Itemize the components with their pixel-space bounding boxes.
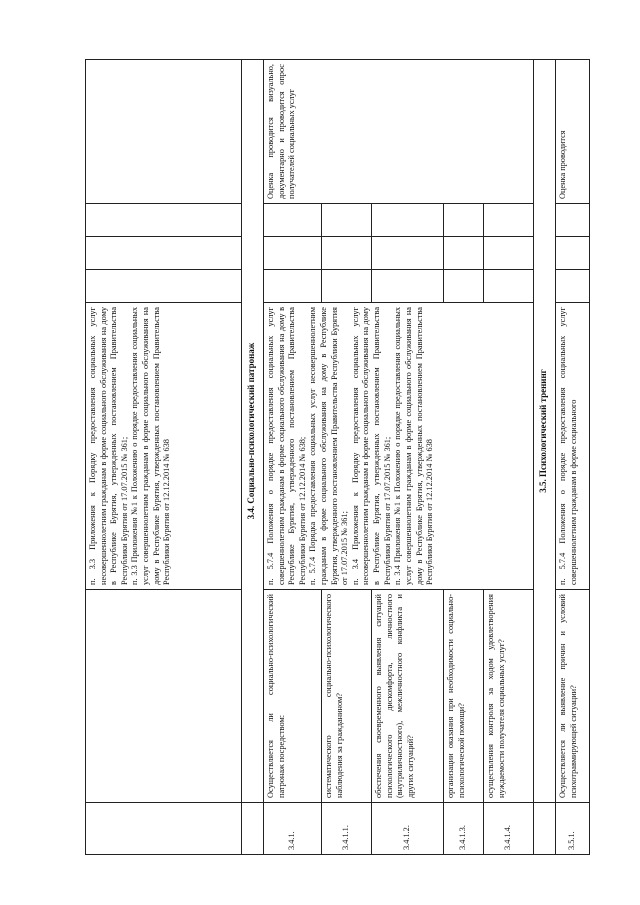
- basis-paragraph: п. 3.3 Приложения №1 к Положению о порядке предоставления социальных услуг совершеннолетним гражданам в форме социального обслуживания на дому в Республике Бурятия, утвержденных постановлением Правительства Республики Бурятия от 12.12.2014 № 638: [130, 307, 172, 585]
- answer-no-cell: [264, 237, 322, 270]
- question-cell: организации оказания при необходимости социально-психологической помощи?: [444, 590, 484, 803]
- question-cell: обеспечения своевременного выявления ситуаций психологического дискомфорта, личностного (внутриличностного), межличностного конфликта и других ситуаций?: [372, 590, 444, 803]
- row-number: 3.4.1.2.: [372, 803, 444, 855]
- question-cell: Осуществляется ли социально-психологический патронаж посредством:: [264, 590, 322, 803]
- question-cell: систематического социально-психологического наблюдения за гражданином?: [322, 590, 372, 803]
- basis-paragraph: п. 3.3 Приложения к Порядку предоставления социальных услуг несовершеннолетним гражданам в форме социального обслуживания на дому в Республике Бурятия, утвержденных постановлением Правительства Республики Бурятия от 17.07.2015 № 361;: [88, 307, 129, 585]
- answer-no-cell: [444, 237, 484, 270]
- note-cell: Оценка проводится: [556, 60, 590, 204]
- section-title: 3.4. Социально-психологический патронаж: [242, 60, 264, 803]
- answer-no-cell: [556, 237, 590, 270]
- note-cell: [86, 60, 242, 204]
- basis-cell: п. 5.7.4 Положения о порядке предоставления социальных услуг совершеннолетним гражданам в форме социального: [556, 303, 590, 590]
- answer-na-cell: [444, 204, 484, 237]
- question-cell: Осуществляется ли выявление причин и условий психотравмирующей ситуации?: [556, 590, 590, 803]
- row-number: [86, 803, 242, 855]
- basis-cell: [86, 303, 242, 590]
- row-number: 3.4.1.3.: [444, 803, 484, 855]
- answer-no-cell: [86, 237, 242, 270]
- table-row: [556, 60, 590, 855]
- table-row: [264, 60, 322, 855]
- inspection-table: [85, 59, 590, 855]
- table-row: [86, 60, 242, 855]
- answer-yes-cell: [86, 270, 242, 303]
- question-cell: [86, 590, 242, 803]
- basis-paragraph: п. 5.7.4 Положения о порядке предоставления социальных услуг совершеннолетним гражданам в форме социального обслуживания на дому в Республике Бурятия, утвержденного постановлением Правительства Республики Бурятия от 12.12.2014 № 638;: [266, 307, 307, 585]
- answer-na-cell: [86, 204, 242, 237]
- question-cell: осуществления контроля за ходом удовлетворения нуждаемости получателя социальных услуг?: [484, 590, 534, 803]
- answer-na-cell: [556, 204, 590, 237]
- row-number: 3.4.1.4.: [484, 803, 534, 855]
- answer-na-cell: [322, 204, 372, 237]
- answer-na-cell: [264, 204, 322, 237]
- row-number: 3.4.1.1.: [322, 803, 372, 855]
- basis-paragraph: п. 5.7.4 Порядка предоставления социальных услуг несовершеннолетним гражданам в форме социального обслуживания на дому в Республике Бурятия, утвержденного постановлением Правительства Республики Бурятия от 17.07.2015 № 361;: [308, 307, 350, 585]
- basis-paragraph: п. 3.4 Приложения к Порядку предоставления социальных услуг несовершеннолетним гражданам в форме социального обслуживания на дому в Республике Бурятия, утвержденных постановлением Правительства Республики Бурятия от 17.07.2015 № 361;: [350, 307, 392, 585]
- answer-no-cell: [372, 237, 444, 270]
- answer-na-cell: [372, 204, 444, 237]
- basis-cell: [264, 303, 534, 590]
- section-title: 3.5. Психологический тренинг: [534, 60, 556, 803]
- note-cell: Оценка проводится визуально, документарно и проводится опрос получателей социальных услуг: [264, 60, 534, 204]
- section-header-row: [534, 60, 556, 855]
- answer-yes-cell: [556, 270, 590, 303]
- answer-no-cell: [322, 237, 372, 270]
- answer-no-cell: [484, 237, 534, 270]
- row-number: 3.4.1.: [264, 803, 322, 855]
- answer-yes-cell: [484, 270, 534, 303]
- answer-yes-cell: [444, 270, 484, 303]
- rotated-table-wrapper: [85, 60, 640, 855]
- answer-na-cell: [484, 204, 534, 237]
- section-header-row: [242, 60, 264, 855]
- basis-paragraph: п. 3.4 Приложения №1 к Положению о порядке предоставления социальных услуг совершеннолетним гражданам в форме социального обслуживания на дому в Республике Бурятия, утвержденных постановлением Правительства Республики Бурятия от 12.12.2014 № 638: [393, 307, 435, 585]
- answer-yes-cell: [264, 270, 322, 303]
- answer-yes-cell: [372, 270, 444, 303]
- answer-yes-cell: [322, 270, 372, 303]
- row-number: 3.5.1.: [556, 803, 590, 855]
